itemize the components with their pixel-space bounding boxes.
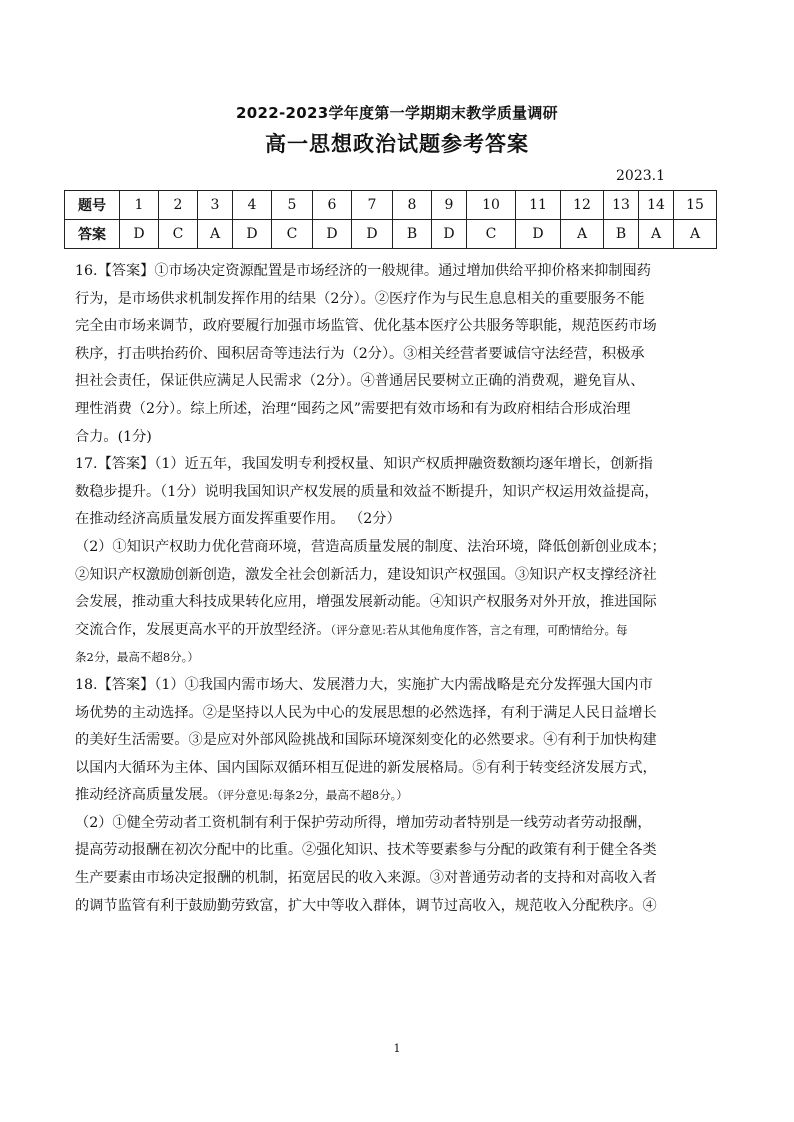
text-line: （2）①知识产权助力优化营商环境，营造高质量发展的制度、法治环境，降低创新创业成本； <box>75 538 666 555</box>
text-line: 16.【答案】①市场决定资源配置是市场经济的一般规律。通过增加供给平抑价格来抑制囤药 <box>75 263 651 279</box>
table-cell: 7 <box>352 191 393 220</box>
table-row <box>65 220 717 249</box>
table-cell: 5 <box>272 191 313 220</box>
table-cell: A <box>639 220 674 249</box>
text-line: 理性消费（2分）。综上所述，治理“囤药之风”需要把有效市场和有为政府相结合形成治理 <box>75 400 631 417</box>
table-cell: D <box>516 220 561 249</box>
table-cell: 10 <box>467 191 516 220</box>
table-header-cell: 题号 <box>65 191 120 220</box>
text-line: 数稳步提升。（1分）说明我国知识产权发展的质量和效益不断提升，知识产权运用效益提高， <box>75 483 659 500</box>
grading-note: （评分意见:每条2分，最高不超8分。） <box>216 788 408 803</box>
text-line: 担社会责任，保证供应满足人民需求（2分）。④普通居民要树立正确的消费观，避免盲从、 <box>75 373 645 390</box>
text-line: 的调节监管有利于鼓励勤劳致富，扩大中等收入群体，调节过高收入，规范收入分配秩序。④ <box>75 897 657 914</box>
table-cell: B <box>604 220 639 249</box>
table-cell: C <box>159 220 198 249</box>
text-line: 17.【答案】（1）近五年，我国发明专利授权量、知识产权质押融资数额均逐年增长，创新指 <box>75 456 653 473</box>
text-line: 会发展，推动重大科技成果转化应用，增强发展新动能。④知识产权服务对外开放，推进国际 <box>75 594 657 611</box>
table-cell: D <box>313 220 352 249</box>
text-line: （2）①健全劳动者工资机制有利于保护劳动所得，增加劳动者特别是一线劳动者劳动报酬， <box>75 814 652 831</box>
table-cell: A <box>198 220 233 249</box>
text-segment: 推动经济高质量发展。 <box>75 787 217 804</box>
table-cell: A <box>674 220 717 249</box>
text-line: 在推动经济高质量发展方面发挥重要作用。 （2分） <box>75 511 401 528</box>
text-line: 合力。(1分) <box>75 428 152 445</box>
text-line: 完全由市场来调节，政府要履行加强市场监管、优化基本医疗公共服务等职能，规范医药市场 <box>75 318 657 335</box>
document-title: 高一思想政治试题参考答案 <box>265 132 529 156</box>
table-header-cell: 答案 <box>65 220 120 249</box>
table-cell: 6 <box>313 191 352 220</box>
table-row <box>65 191 717 220</box>
table-cell: 1 <box>120 191 159 220</box>
answer-table <box>64 190 717 249</box>
table-cell: 4 <box>233 191 272 220</box>
table-cell: 8 <box>393 191 432 220</box>
table-cell: D <box>233 220 272 249</box>
answer-body <box>75 258 735 920</box>
table-cell: 3 <box>198 191 233 220</box>
text-segment: 交流合作，发展更高水平的开放型经济。 <box>75 621 331 638</box>
table-cell: D <box>352 220 393 249</box>
table-cell: 11 <box>516 191 561 220</box>
grading-note: （评分意见:若从其他角度作答，言之有理，可酌情给分。每 <box>330 622 628 637</box>
table-cell: B <box>393 220 432 249</box>
text-line: 场优势的主动选择。②是坚持以人民为中心的发展思想的必然选择，有利于满足人民日益增长 <box>75 704 657 721</box>
table-cell: 13 <box>604 191 639 220</box>
text-line: 以国内大循环为主体、国内国际双循环相互促进的新发展格局。⑤有利于转变经济发展方式， <box>75 759 657 776</box>
text-line: 的美好生活需要。③是应对外部风险挑战和国际环境深刻变化的必然要求。④有利于加快构建 <box>75 732 657 749</box>
table-cell: 15 <box>674 191 717 220</box>
text-line: 秩序，打击哄抬药价、囤积居奇等违法行为（2分）。③相关经营者要诚信守法经营，积极承 <box>75 345 645 362</box>
text-line: 行为，是市场供求机制发挥作用的结果（2分）。②医疗作为与民生息息相关的重要服务不能 <box>75 290 645 307</box>
text-line: 18.【答案】（1）①我国内需市场大、发展潜力大，实施扩大内需战略是充分发挥强大国内市 <box>75 676 653 693</box>
text-line: 提高劳动报酬在初次分配中的比重。②强化知识、技术等要素参与分配的政策有利于健全各类 <box>75 842 657 859</box>
grading-note-continued: 条2分，最高不超8分。） <box>75 650 199 665</box>
table-cell: C <box>467 220 516 249</box>
document-subtitle: 2022-2023学年度第一学期期末教学质量调研 <box>236 104 558 122</box>
table-cell: 9 <box>432 191 467 220</box>
text-line <box>75 782 735 810</box>
table-cell: 2 <box>159 191 198 220</box>
table-cell: C <box>272 220 313 249</box>
document-date: 2023.1 <box>616 168 665 184</box>
table-cell: 12 <box>561 191 604 220</box>
table-cell: A <box>561 220 604 249</box>
table-cell: 14 <box>639 191 674 220</box>
page-number: 1 <box>393 1042 401 1055</box>
table-cell: D <box>432 220 467 249</box>
text-line <box>75 617 735 645</box>
text-line: 生产要素由市场决定报酬的机制，拓宽居民的收入来源。③对普通劳动者的支持和对高收入者 <box>75 870 657 887</box>
text-line: ②知识产权激励创新创造，激发全社会创新活力，建设知识产权强国。③知识产权支撑经济社 <box>75 566 657 583</box>
table-cell: D <box>120 220 159 249</box>
